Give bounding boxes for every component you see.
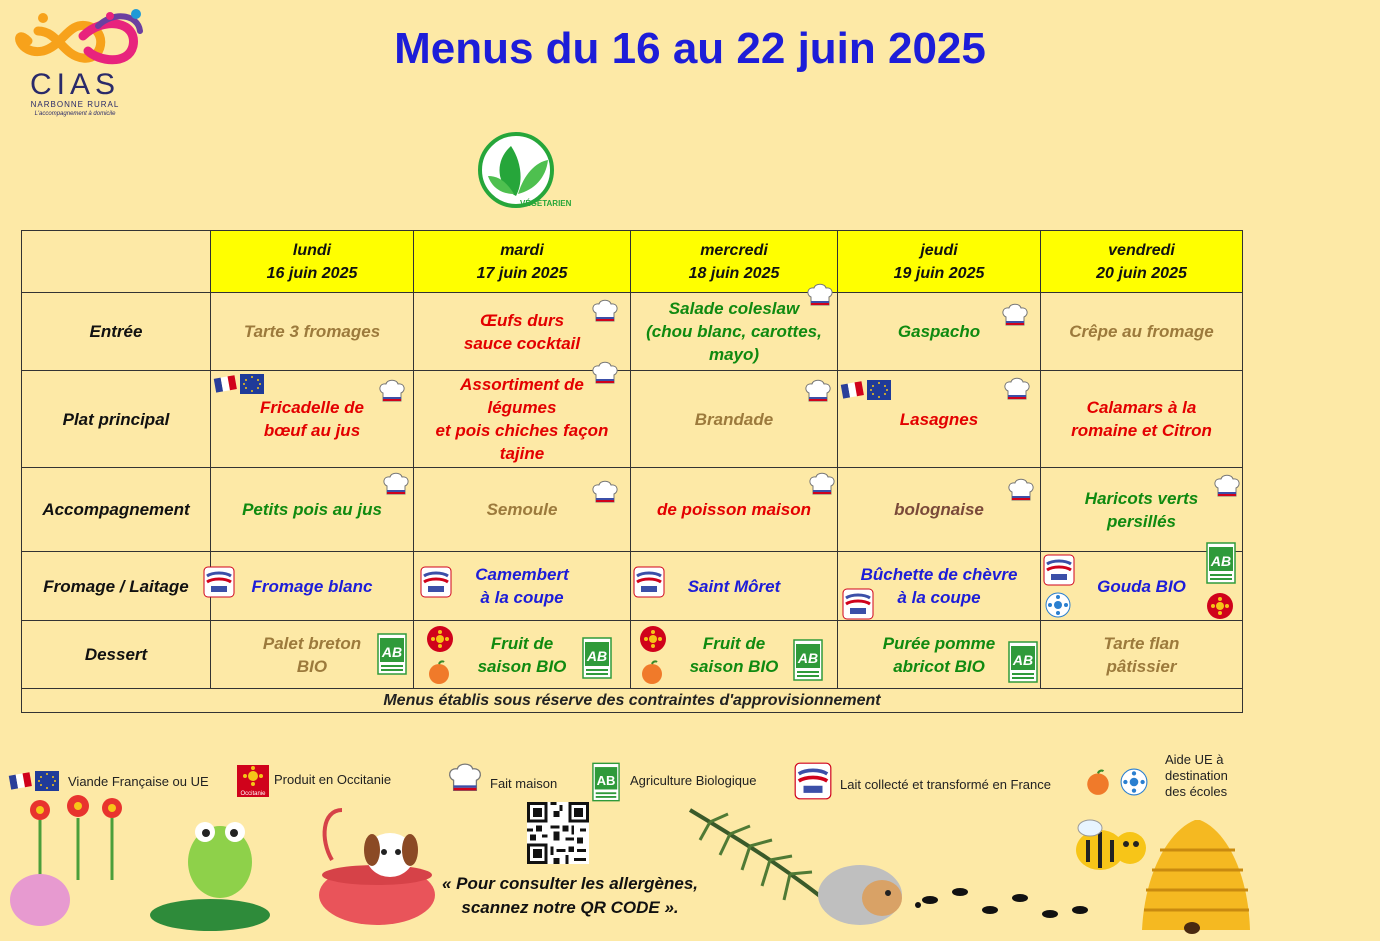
legend-occitanie: Produit en Occitanie [274, 772, 392, 787]
table-row [22, 621, 1243, 689]
qr-caption: « Pour consulter les allergènes, scannez notre QR CODE ». [441, 874, 699, 917]
vegetarian-badge-icon [476, 126, 572, 214]
dish-text: Salade coleslaw (chou blanc, carottes, mayo) [646, 299, 822, 364]
page-title: Menus du 16 au 22 juin 2025 [394, 24, 986, 73]
menu-cell [211, 468, 414, 552]
day-header [211, 231, 414, 293]
menu-cell [1041, 468, 1243, 552]
dish-text: Haricots verts persillés [1084, 488, 1199, 531]
menu-cell [631, 468, 838, 552]
lait-france-icon [203, 566, 235, 598]
menu-cell [414, 371, 631, 468]
day-date: 20 juin 2025 [1096, 264, 1187, 282]
row-label: Accompagnement [22, 468, 211, 552]
table-row [22, 468, 1243, 552]
dish-text: Tarte 3 fromages [243, 322, 381, 341]
vegetarian-badge-text: VÉGÉTARIEN [520, 199, 572, 208]
menu-cell [838, 468, 1041, 552]
menu-cell [838, 293, 1041, 371]
eu-school-aid-icon [1045, 592, 1071, 618]
ab-bio-icon [793, 639, 823, 681]
france-eu-flag-icon [213, 373, 265, 395]
menu-cell [211, 552, 414, 621]
row-label: Dessert [22, 621, 211, 689]
menu-cell [1041, 371, 1243, 468]
chef-hat-icon [805, 281, 835, 311]
menu-cell [414, 468, 631, 552]
lait-france-icon [1043, 554, 1075, 586]
dish-text: Camembert à la coupe [475, 565, 569, 607]
dog-bath-illustration [312, 800, 442, 941]
dish-text: Assortiment de légumes et pois chiches façon tajine [435, 375, 609, 463]
fruit-ecole-icon [639, 659, 665, 685]
row-label: Fromage / Laitage [22, 552, 211, 621]
legend-viande: Viande Française ou UE [68, 774, 209, 789]
chef-hat-icon [1000, 301, 1030, 331]
table-row [22, 371, 1243, 468]
fern-hedgehog-illustration [650, 800, 920, 941]
dish-text: Gouda BIO [1097, 576, 1186, 596]
france-eu-flag-icon [8, 770, 60, 792]
bee-hive-illustration [1060, 810, 1271, 941]
day-header [838, 231, 1041, 293]
row-label: Plat principal [22, 371, 211, 468]
dish-text: Fricadelle de bœuf au jus [260, 398, 364, 440]
day-name: vendredi [1108, 241, 1175, 259]
chef-hat-icon [446, 760, 484, 798]
menu-cell [1041, 293, 1243, 371]
occitanie-logo-text: Occitanie [240, 791, 266, 797]
dish-text: Bûchette de chèvre à la coupe [860, 565, 1018, 607]
day-name: lundi [292, 241, 332, 259]
logo-name: CIAS [29, 68, 121, 101]
eu-school-aid-icon [1120, 768, 1148, 796]
menu-cell [838, 552, 1041, 621]
row-label: Entrée [22, 293, 211, 371]
occitanie-icon [426, 625, 454, 653]
menu-cell [631, 552, 838, 621]
dish-text: Saint Môret [687, 576, 781, 596]
dish-text: Tarte flan pâtissier [1103, 633, 1180, 676]
france-eu-flag-icon [840, 379, 892, 401]
occitanie-icon [639, 625, 667, 653]
menu-cell [414, 552, 631, 621]
fruit-ecole-icon [426, 659, 452, 685]
ab-bio-icon [1008, 641, 1038, 683]
menu-cell [211, 293, 414, 371]
menu-cell [631, 293, 838, 371]
legend-bio: Agriculture Biologique [630, 773, 757, 788]
chef-hat-icon [807, 470, 837, 500]
day-name: mercredi [700, 241, 768, 259]
day-header [414, 231, 631, 293]
day-date: 17 juin 2025 [476, 264, 568, 282]
menu-cell [414, 621, 631, 689]
footer-row [22, 689, 1243, 713]
dish-text: bolognaise [894, 500, 984, 519]
ab-bio-icon [582, 637, 612, 679]
chef-hat-icon [381, 470, 411, 500]
dish-text: Petits pois au jus [242, 500, 382, 519]
chef-hat-icon [1006, 476, 1036, 506]
table-row [22, 552, 1243, 621]
menu-cell [838, 621, 1041, 689]
day-date: 16 juin 2025 [266, 264, 358, 282]
dish-text: Lasagnes [899, 409, 979, 429]
legend-lait: Lait collecté et transformé en France [840, 777, 1051, 792]
dish-text: de poisson maison [657, 500, 811, 519]
ab-bio-icon [592, 762, 620, 802]
menu-cell [1041, 552, 1243, 621]
day-date: 18 juin 2025 [688, 264, 780, 282]
day-name: mardi [500, 241, 544, 259]
lait-france-icon [842, 588, 874, 620]
ab-bio-icon [377, 633, 407, 675]
legend-aide-ue: Aide UE à destination des écoles [1165, 752, 1228, 799]
chef-hat-icon [377, 377, 407, 407]
dish-text: Fruit de saison BIO [477, 633, 567, 676]
logo-text [20, 70, 130, 119]
day-name: jeudi [920, 241, 958, 259]
chef-hat-icon [1212, 472, 1242, 502]
dish-text: Gaspacho [897, 322, 981, 341]
logo-subtitle: NARBONNE RURAL [30, 100, 120, 109]
chef-hat-icon [590, 478, 620, 508]
legend-fait-maison: Fait maison [490, 776, 558, 791]
dish-text: Purée pomme abricot BIO [882, 633, 996, 676]
table-corner [22, 231, 211, 293]
chef-hat-icon [590, 297, 620, 327]
chef-hat-icon [590, 359, 620, 389]
ab-bio-icon [1206, 542, 1236, 584]
dish-text: Fromage blanc [251, 576, 373, 596]
dish-text: Fruit de saison BIO [689, 633, 779, 676]
day-date: 19 juin 2025 [893, 264, 985, 282]
occitanie-icon [1206, 592, 1234, 620]
menu-cell [211, 621, 414, 689]
footer-note: Menus établis sous réserve des contraintes d'approvisionnement [22, 689, 1243, 713]
lait-france-icon [633, 566, 665, 598]
dish-text: Palet breton BIO [262, 633, 362, 676]
chef-hat-icon [803, 377, 833, 407]
flowers-frog-illustration [0, 790, 300, 941]
dish-text: Calamars à la romaine et Citron [1071, 398, 1212, 440]
menu-table [21, 230, 1243, 713]
dish-text: Brandade [694, 409, 774, 429]
menu-cell [838, 371, 1041, 468]
menu-cell [211, 371, 414, 468]
dish-text: Œufs durs sauce cocktail [463, 310, 581, 353]
day-header [1041, 231, 1243, 293]
lait-france-icon [794, 762, 832, 800]
logo-tagline: L'accompagnement à domicile [34, 111, 116, 117]
dish-text: Semoule [486, 500, 558, 519]
qr-code-icon[interactable] [527, 802, 589, 864]
day-header-row [22, 231, 1243, 293]
menu-cell [631, 371, 838, 468]
menu-cell [631, 621, 838, 689]
table-row [22, 293, 1243, 371]
fruit-ecole-icon [1084, 768, 1112, 796]
lait-france-icon [420, 566, 452, 598]
chef-hat-icon [1002, 375, 1032, 405]
dish-text: Crêpe au fromage [1069, 322, 1214, 341]
menu-cell [1041, 621, 1243, 689]
